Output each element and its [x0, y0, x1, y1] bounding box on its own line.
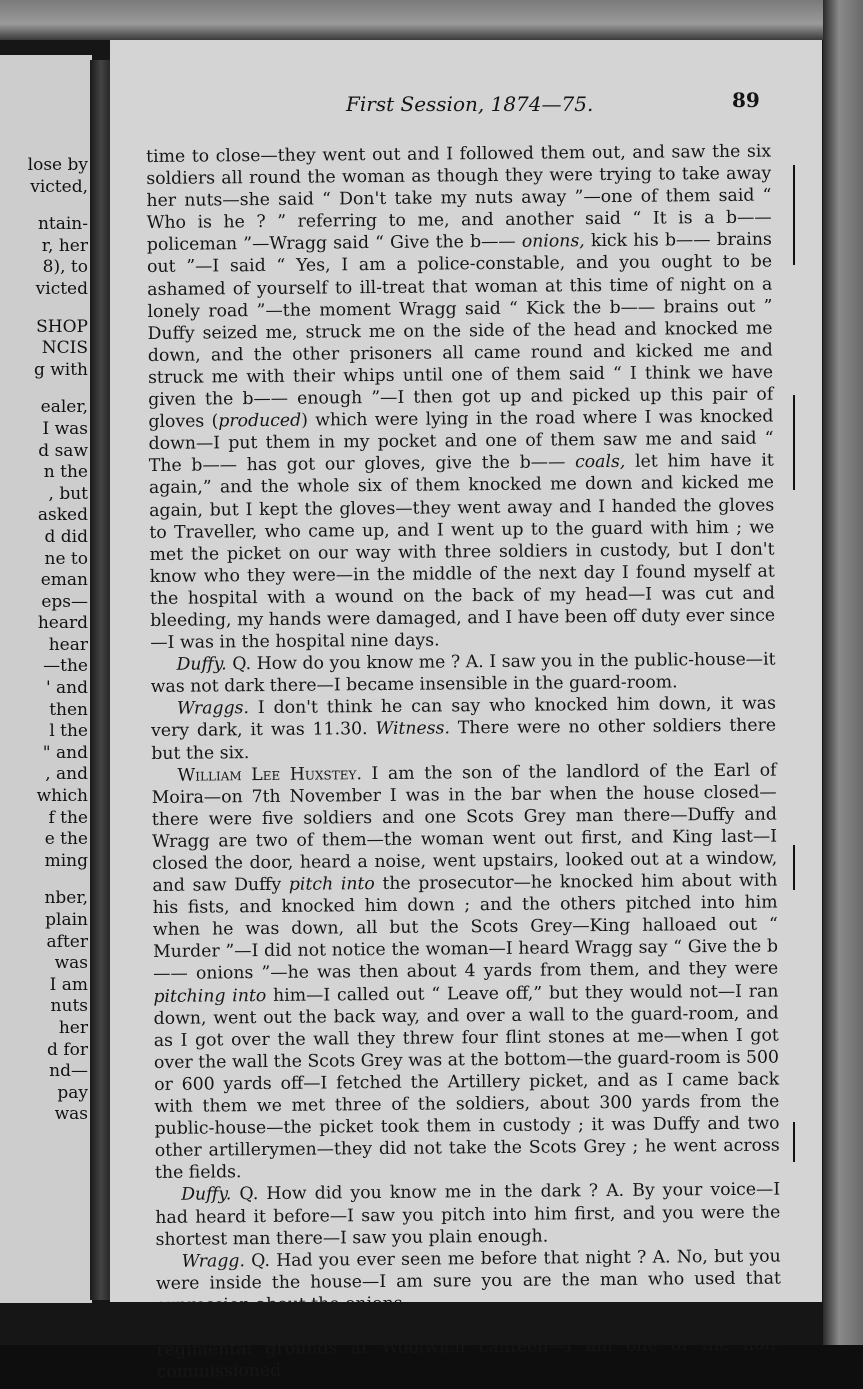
- text-run: There were no other soldiers there but the six.: [151, 715, 777, 764]
- italic-run: produced: [218, 410, 302, 432]
- text-run: let him have it again,” and the whole six of them knocked me down and kicked me again, but I kept the gloves—they went away and I handed the gloves to Traveller, who came up, and I went up to the guard with him ; we met the picket on our way with three soldiers in custody, but I don't know who they were—in the middle of the next day I found myself at the hospital with a wound on the back of my head—I was cut and bleeding, my hands were damaged, and I have been off duty ever since—I was in the hospital nine days.: [148, 450, 776, 654]
- text-run: I am the son of the landlord of the Earl of Moira—on 7th November I was in the bar when the house closed—there were five soldiers and one Scots Grey man there—Duffy and Wragg are two of them—the woman went out first, and King last—I closed the door, heard a noise, went upstairs, looked out at a window, and saw Duffy: [151, 760, 778, 897]
- page-number: 89: [732, 88, 760, 112]
- left-page-line: e the: [44, 829, 88, 850]
- text-run: I don't think he can say who knocked him down, it was very dark, it was 11.30.: [151, 693, 776, 742]
- left-page-text: [0, 155, 92, 1126]
- left-page-line: plain: [45, 910, 88, 930]
- text-run: Q. Had you ever seen me before that night ? A. No, but you were inside the house—I am sure you are the man who used that expression about the onions.: [155, 1246, 781, 1316]
- speaker-name: Witness.: [375, 718, 451, 740]
- left-page-line: lose by: [27, 155, 88, 175]
- text-run: time to close—they went out and I followed them out, and saw the six soldiers all round the woman as though they were trying to take away her nuts—she said “ Don't take my nuts away ”—one of them said “ Who is he ? ” referring to me, and another said “ It is a b—— policeman ”—Wragg said “ Give the b——: [146, 141, 772, 256]
- speaker-name: Duffy.: [176, 654, 227, 675]
- italic-run: coals,: [574, 452, 626, 473]
- book-gutter: [90, 60, 112, 1300]
- left-page-line: nber,: [44, 888, 88, 909]
- right-page: [110, 40, 822, 1383]
- paragraph-duffy-question-2: [155, 1179, 781, 1251]
- left-page-line: ne to: [44, 548, 88, 569]
- witness-name: Henry Craufurd.: [182, 1316, 324, 1338]
- left-page-line: g with: [33, 359, 88, 380]
- paragraph-testimony: [146, 141, 775, 655]
- left-page-line: pay: [57, 1082, 88, 1103]
- left-page-line: after: [46, 931, 88, 952]
- speaker-name: Wragg.: [181, 1250, 245, 1272]
- left-page-line: which: [36, 786, 88, 807]
- italic-run: pitching into: [153, 985, 267, 1007]
- italic-run: onions,: [521, 231, 585, 253]
- left-page-line: ntain-: [37, 214, 88, 235]
- paragraph-wraggs: [151, 693, 777, 765]
- left-page-line: f the: [48, 807, 88, 828]
- left-page-line: heard: [37, 613, 88, 634]
- text-run: him—I called out “ Leave off,” but they would not—I ran down, went out the back way, and over a wall to the guard-room, and as I got over the wall they threw four flint stones at me—when I got over the wall the Scots Grey was at the bottom—the guard-room is 500 or 600 yards off—I fetched the Artillery picket, and as I came back with them we met three of the soldiers, about 300 yards from the public-house—the picket took them in custody ; it was Duffy and two other artillerymen—they did not take the Scots Grey ; he went across the fields.: [153, 981, 780, 1184]
- speaker-name: Duffy.: [181, 1184, 232, 1206]
- paragraph-huxstey: [151, 759, 780, 1184]
- left-page-line: victed: [35, 278, 88, 299]
- body-text: [146, 141, 782, 1384]
- text-run: I am a bombardier—on 7th November I was at the regimental grounds at Woolwich canteen—I am one of the non-commissioned: [156, 1312, 782, 1383]
- margin-line-mark: [793, 165, 795, 265]
- running-head: First Session, 1874—75.: [346, 92, 594, 116]
- left-page-line: ealer,: [40, 397, 88, 418]
- text-run: ) which were lying in the road where I was knocked down—I put them in my pocket and one of them saw me and said “ The b—— has got our gloves, give the b——: [148, 406, 774, 477]
- witness-name: William Lee Huxstey.: [177, 763, 362, 786]
- paragraph-wragg-question: [156, 1245, 782, 1317]
- page-header: [110, 88, 822, 118]
- left-page-line: " and: [42, 742, 88, 763]
- text-run: Q. How do you know me ? A. I saw you in the public-house—it was not dark there—I became insensible in the guard-room.: [150, 649, 776, 698]
- left-page-line: asked: [37, 505, 88, 526]
- paragraph-duffy-question: [150, 649, 775, 699]
- left-page-line: hear: [48, 634, 88, 655]
- text-run: Q. How did you know me in the dark ? A. By your voice—I had heard it before—I saw you pitch into him first, and you were the shortest man there—I saw you plain enough.: [155, 1179, 781, 1250]
- paragraph-craufurd: [156, 1311, 782, 1383]
- top-background-strip: [0, 0, 863, 40]
- left-page-line: I was: [42, 418, 88, 439]
- left-page-line: eman: [40, 570, 88, 591]
- left-page-line: SHOP: [36, 316, 88, 337]
- text-run: the prosecutor—he knocked him about with his fists, and knocked him down ; and the others pitched into him when he was down, all but the Scots Grey—King halloaed out “ Murder ”—I did not notice the woman—I heard Wragg say “ Give the b—— onions ”—he was then about 4 yards from them, and they were: [152, 870, 779, 985]
- left-page-line: her: [58, 1017, 88, 1038]
- left-page-line: n the: [43, 462, 88, 483]
- right-background-strip: [823, 0, 863, 1389]
- left-page-line: nd—: [49, 1061, 88, 1082]
- left-page-line: l the: [49, 721, 88, 742]
- speaker-name: Wraggs.: [176, 698, 250, 720]
- left-page-line: then: [49, 699, 88, 720]
- left-page-line: , but: [48, 483, 88, 504]
- left-page-line: —the: [43, 656, 88, 677]
- left-page-line: I am: [49, 974, 88, 995]
- left-page-line: d did: [44, 526, 88, 547]
- left-page-line: NCIS: [41, 338, 88, 359]
- italic-run: pitch into: [288, 874, 375, 895]
- left-page-line: nuts: [50, 996, 88, 1017]
- left-page-line: d saw: [38, 440, 88, 461]
- left-page-line: was: [54, 1104, 88, 1125]
- left-page-line: ' and: [45, 678, 88, 699]
- left-page-line: ming: [44, 850, 88, 871]
- margin-line-mark: [793, 845, 795, 890]
- left-page-line: was: [54, 953, 88, 974]
- left-page-line: r, her: [41, 235, 88, 256]
- left-page-fragment: [0, 55, 92, 1303]
- left-page-line: d for: [47, 1039, 88, 1060]
- left-page-line: , and: [45, 764, 88, 785]
- left-page-line: 8), to: [42, 257, 88, 278]
- left-page-line: victed,: [30, 176, 88, 197]
- left-page-line: eps—: [41, 591, 88, 612]
- margin-line-mark: [793, 395, 795, 490]
- margin-line-mark: [793, 1122, 795, 1162]
- text-run: kick his b—— brains out ”—I said “ Yes, I am a police-constable, and you ought to be ashamed of yourself to ill-treat that woman at this time of night on a lonely road ”—the moment Wragg said “ Kick the b—— brains out ” Duffy seized me, struck me on the side of the head and knocked me down, and the other prisoners all came round and kicked me and struck me with their whips until one of them said “ I think we have given the b—— enough ”—I then got up and picked up this pair of gloves (: [146, 229, 774, 433]
